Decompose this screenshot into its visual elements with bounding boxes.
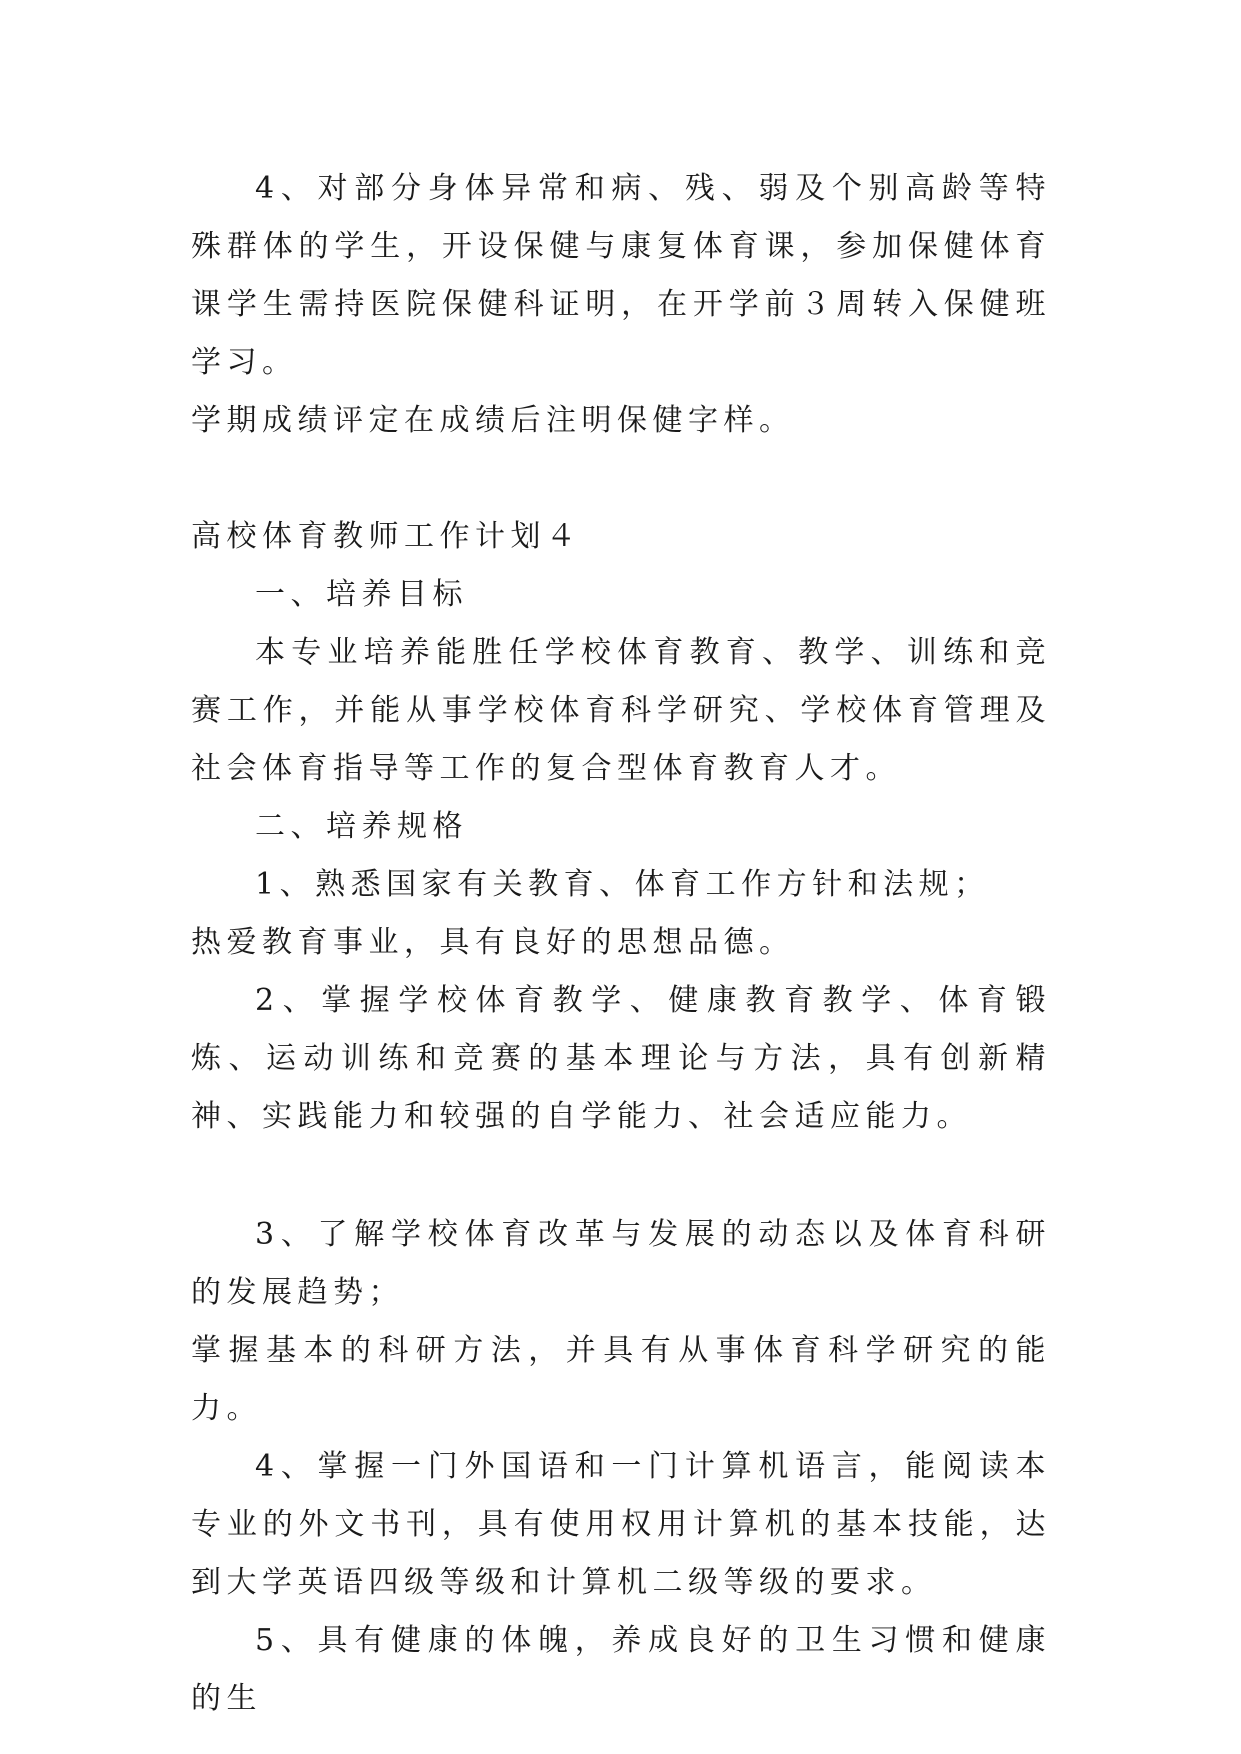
paragraph-spec-3-cont: 掌握基本的科研方法，并具有从事体育科学研究的能力。 [191,1333,1051,1426]
paragraph-spec-1-cont: 热爱教育事业，具有良好的思想品德。 [191,925,795,960]
heading-training-goal: 一、培养目标 [255,577,468,612]
document-body [191,160,1051,1728]
section-title: 高校体育教师工作计划４ [191,519,582,554]
heading-training-spec: 二、培养规格 [255,809,468,844]
paragraph-grade-note: 学期成绩评定在成绩后注明保健字样。 [191,403,795,438]
paragraph-training-goal: 本专业培养能胜任学校体育教育、教学、训练和竞赛工作，并能从事学校体育科学研究、学校体育管理及社会体育指导等工作的复合型体育教育人才。 [191,635,1051,786]
paragraph-spec-1: 1、熟悉国家有关教育、体育工作方针和法规； [255,867,990,902]
paragraph-spec-2: 2、掌握学校体育教学、健康教育教学、体育锻炼、运动训练和竞赛的基本理论与方法，具有创新精神、实践能力和较强的自学能力、社会适应能力。 [191,983,1051,1134]
paragraph-special-groups: 4、对部分身体异常和病、残、弱及个别高龄等特殊群体的学生，开设保健与康复体育课，参加保健体育课学生需持医院保健科证明，在开学前３周转入保健班学习。 [191,171,1051,380]
paragraph-spec-5: 5、具有健康的体魄，养成良好的卫生习惯和健康的生 [191,1623,1051,1716]
paragraph-spec-3: 3、了解学校体育改革与发展的动态以及体育科研的发展趋势； [191,1217,1051,1310]
paragraph-spec-4: 4、掌握一门外国语和一门计算机语言，能阅读本专业的外文书刊，具有使用权用计算机的基本技能，达到大学英语四级等级和计算机二级等级的要求。 [191,1449,1051,1600]
